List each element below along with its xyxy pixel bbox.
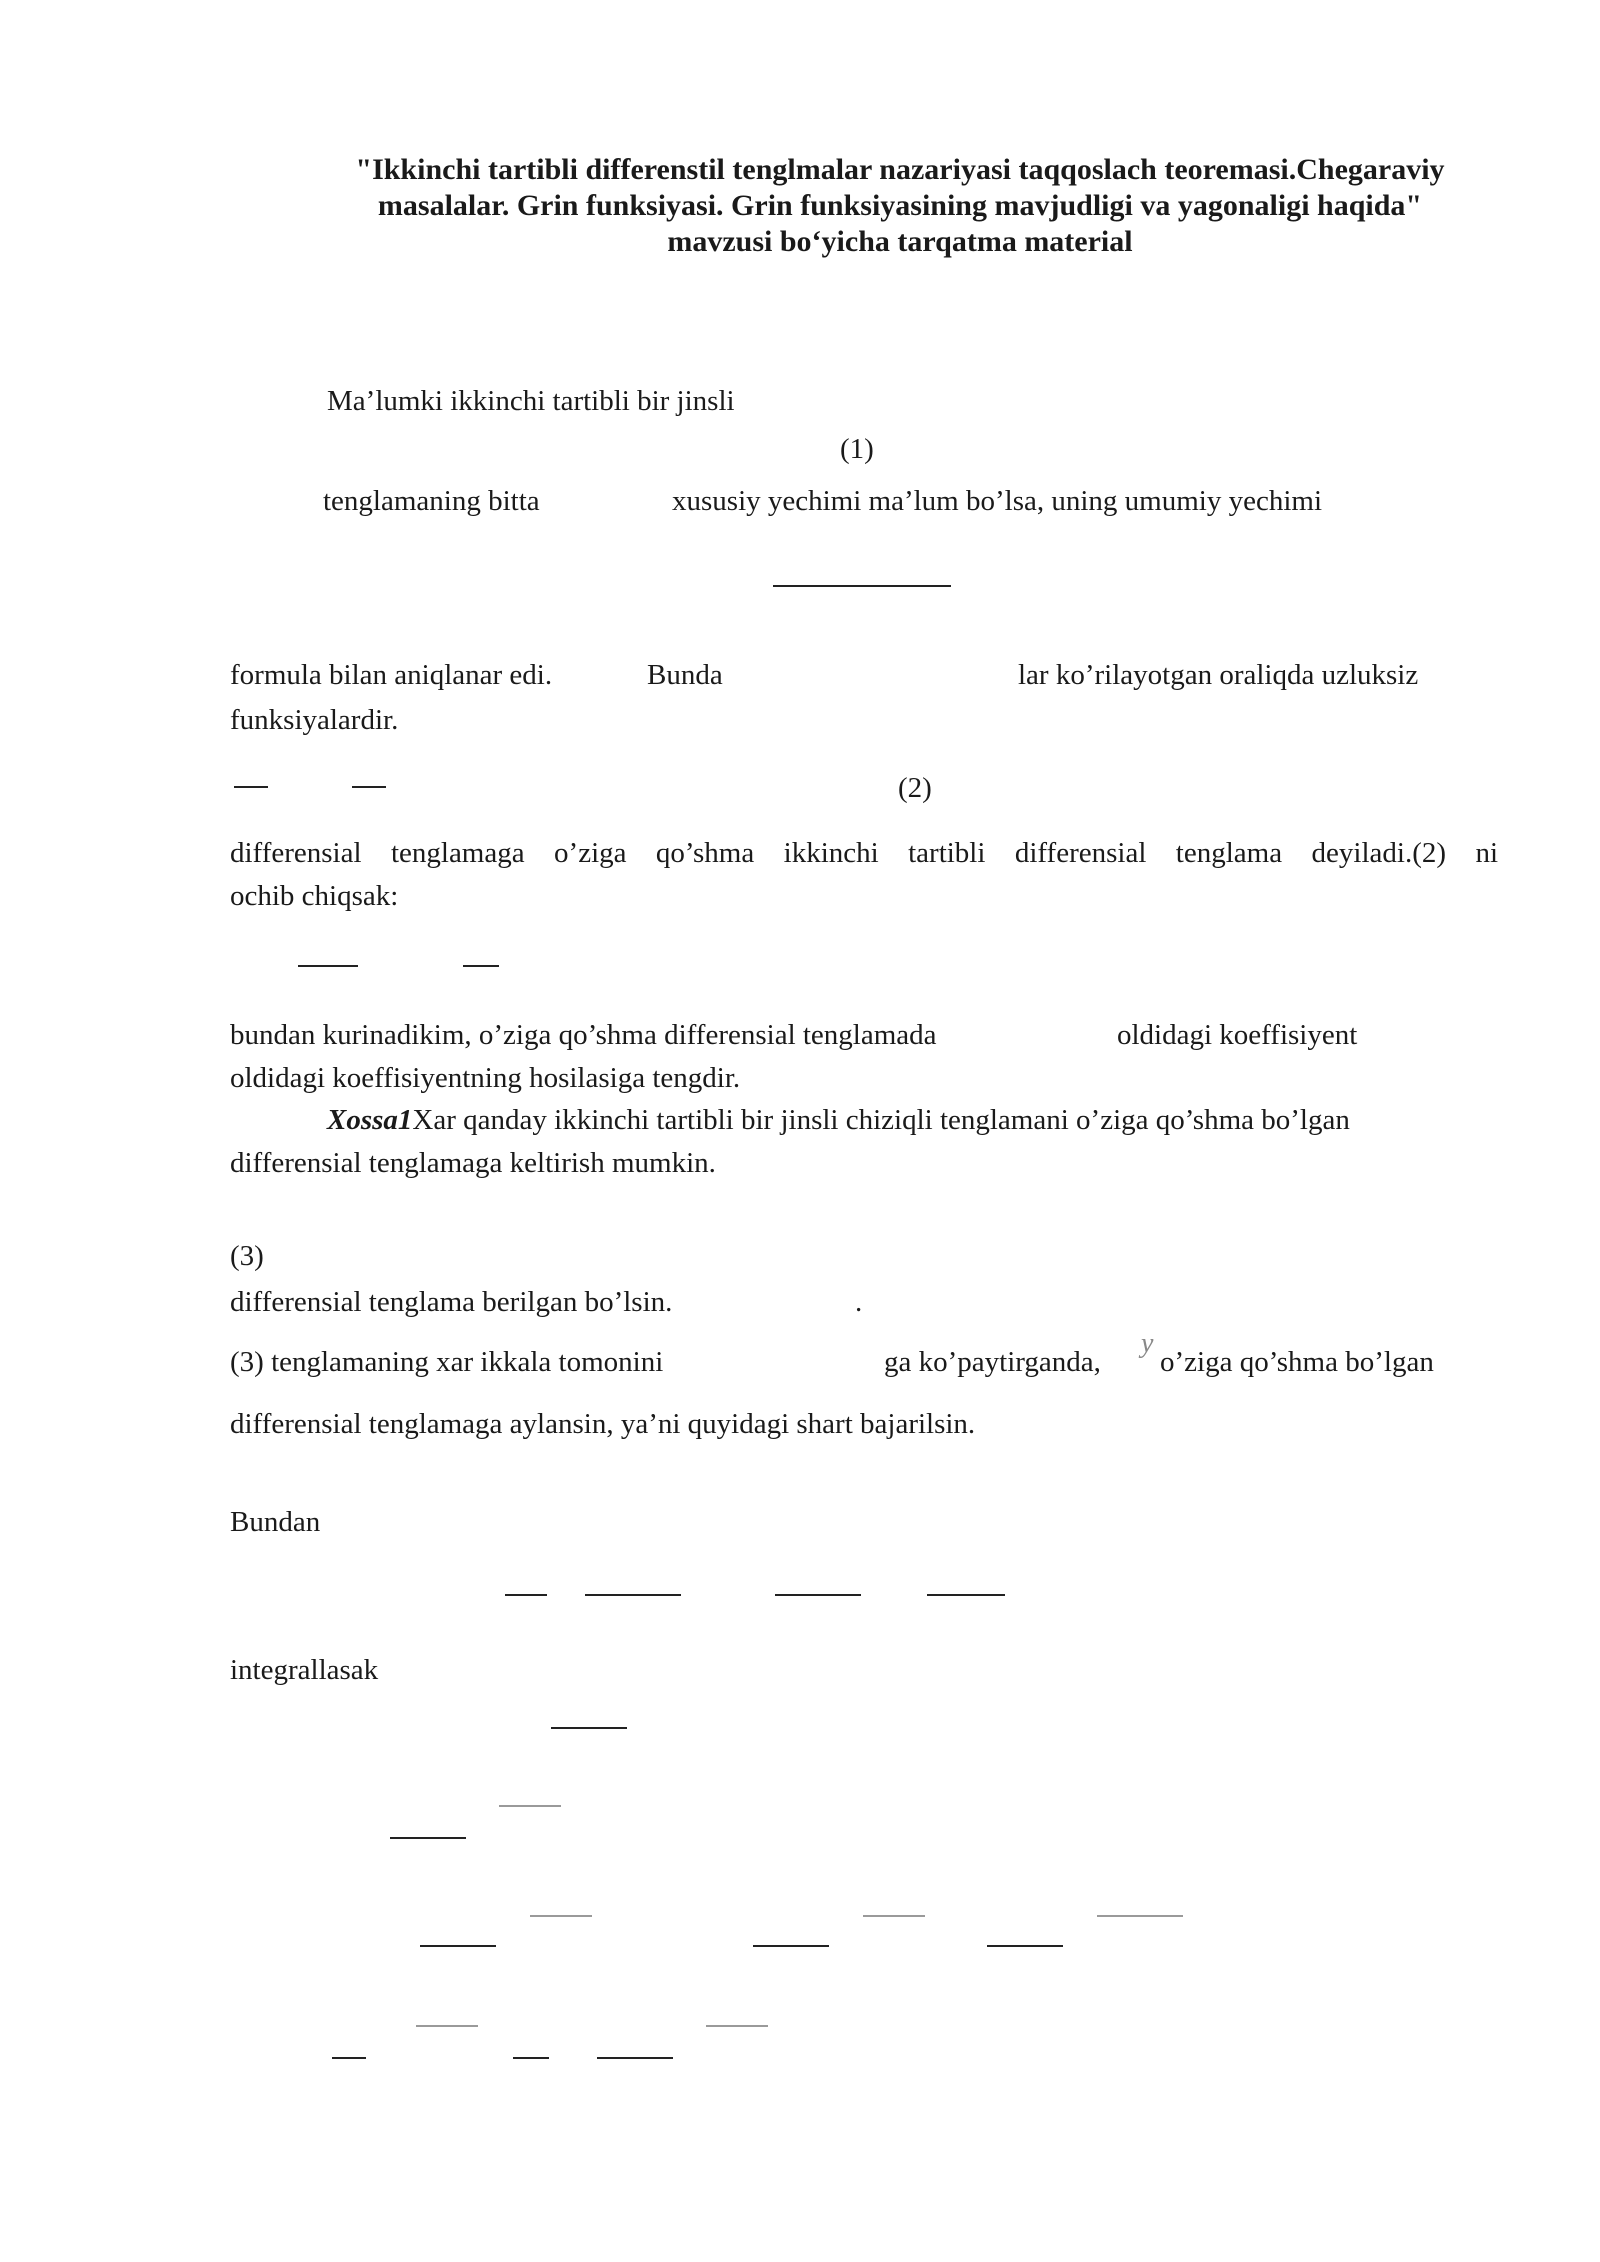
fraction-bar xyxy=(390,1837,466,1839)
fraction-bar xyxy=(420,1945,496,1947)
fraction-bar xyxy=(505,1594,547,1596)
integrallasak-text: integrallasak xyxy=(230,1654,379,1686)
paragraph-6: differensial tenglama berilgan bo’lsin. xyxy=(230,1286,673,1318)
paragraph-7-b: ga ko’paytirganda, xyxy=(884,1346,1101,1378)
fraction-bar xyxy=(416,2025,478,2027)
paragraph-2-left: tenglamaning bitta xyxy=(323,485,540,517)
bundan-text: Bundan xyxy=(230,1506,321,1538)
paragraph-7-a: (3) tenglamaning xar ikkala tomonini xyxy=(230,1346,664,1378)
fraction-bar xyxy=(597,2057,673,2059)
fraction-bar xyxy=(775,1594,861,1596)
fraction-bar xyxy=(513,2057,549,2059)
paragraph-7-line-2: differensial tenglamaga aylansin, ya’ni quyidagi shart bajarilsin. xyxy=(230,1408,976,1440)
fraction-bar xyxy=(499,1805,561,1807)
fraction-bar xyxy=(1097,1915,1183,1917)
title-line-3: mavzusi bo‘yicha tarqatma material xyxy=(667,225,1133,258)
title-line-2: masalalar. Grin funksiyasi. Grin funksiyasining mavjudligi va yagonaligi haqida" xyxy=(377,189,1423,222)
paragraph-4-line-1: differensial tenglamaga o’ziga qo’shma ikkinchi tartibli differensial tenglama deyiladi.(2) ni xyxy=(230,837,1498,869)
fraction-bar xyxy=(585,1594,681,1596)
fraction-bar xyxy=(332,2057,366,2059)
title-line-1: "Ikkinchi tartibli differenstil tenglmalar nazariyasi taqqoslach teoremasi.Chegaraviy xyxy=(355,153,1445,186)
fraction-bar xyxy=(551,1727,627,1729)
paragraph-6-dot: . xyxy=(855,1286,863,1318)
paragraph-5-b: oldidagi koeffisiyent xyxy=(1117,1019,1358,1051)
paragraph-5-line-2: oldidagi koeffisiyentning hosilasiga tengdir. xyxy=(230,1062,741,1094)
fraction-bar xyxy=(753,1945,829,1947)
fraction-bar xyxy=(773,585,951,587)
paragraph-5-a: bundan kurinadikim, o’ziga qo’shma differensial tenglamada xyxy=(230,1019,937,1051)
paragraph-3-b: Bunda xyxy=(647,659,723,691)
variable-y: y xyxy=(1141,1328,1154,1359)
property-1-line xyxy=(327,1100,1498,1140)
equation-label-3: (3) xyxy=(230,1240,264,1272)
fraction-bar xyxy=(234,786,268,788)
fraction-bar xyxy=(706,2025,768,2027)
paragraph-2-right: xususiy yechimi ma’lum bo’lsa, uning umumiy yechimi xyxy=(672,485,1323,517)
property-1-line-2: differensial tenglamaga keltirish mumkin. xyxy=(230,1147,716,1179)
equation-label-1: (1) xyxy=(840,433,874,465)
intro-text: Ma’lumki ikkinchi tartibli bir jinsli xyxy=(327,385,735,417)
paragraph-3-c: lar ko’rilayotgan oraliqda uzluksiz xyxy=(1018,659,1419,691)
equation-label-2: (2) xyxy=(898,772,932,804)
fraction-bar xyxy=(927,1594,1005,1596)
property-label: Xossa1 xyxy=(327,1104,413,1136)
paragraph-4-line-2: ochib chiqsak: xyxy=(230,880,399,912)
fraction-bar xyxy=(352,786,386,788)
paragraph-3-d: funksiyalardir. xyxy=(230,704,399,736)
property-text: Xar qanday ikkinchi tartibli bir jinsli chiziqli tenglamani o’ziga qo’shma bo’lgan xyxy=(412,1104,1350,1136)
fraction-bar xyxy=(530,1915,592,1917)
fraction-bar xyxy=(987,1945,1063,1947)
fraction-bar xyxy=(863,1915,925,1917)
fraction-bar xyxy=(298,965,358,967)
paragraph-3-a: formula bilan aniqlanar edi. xyxy=(230,659,553,691)
paragraph-7-c: o’ziga qo’shma bo’lgan xyxy=(1160,1346,1434,1378)
fraction-bar xyxy=(463,965,499,967)
